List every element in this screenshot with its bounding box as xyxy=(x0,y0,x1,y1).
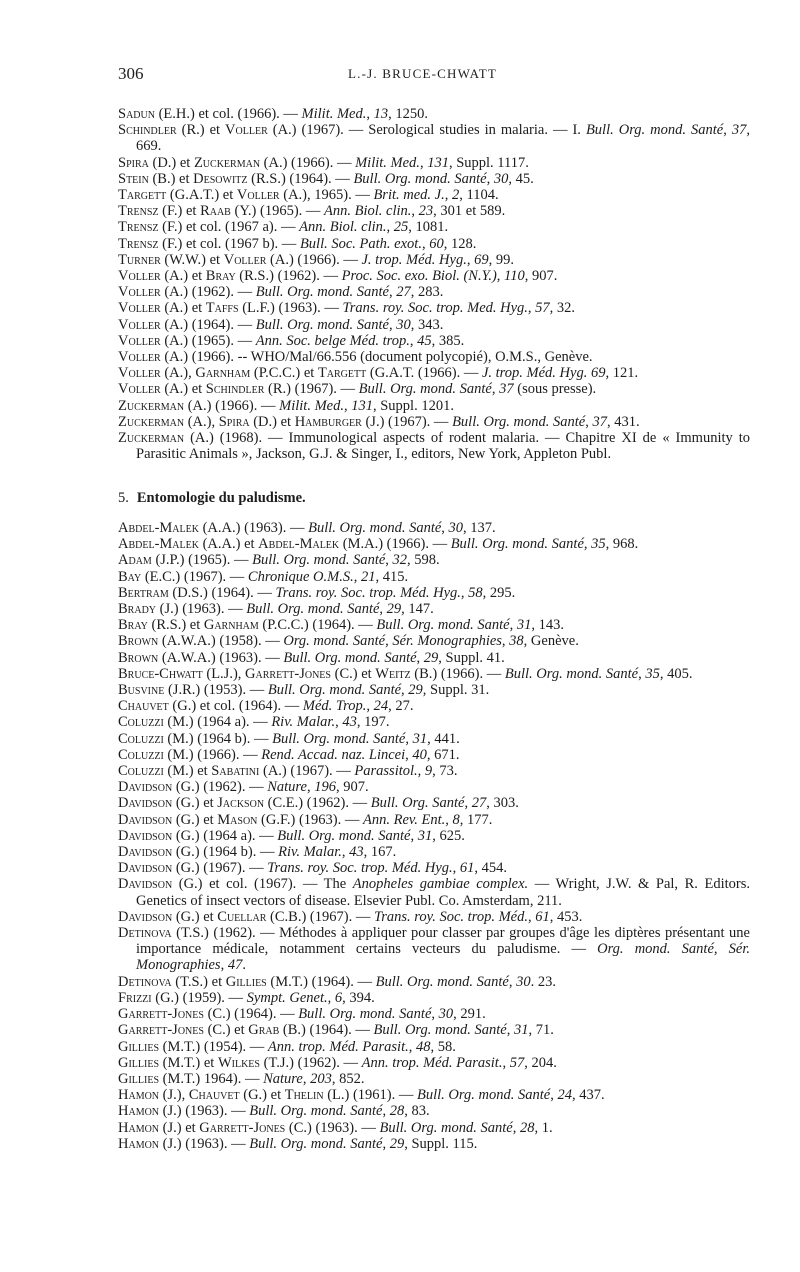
reference-entry: Hamon (J.), Chauvet (G.) et Thelin (L.) (1961). — Bull. Org. mond. Santé, 24, 437. xyxy=(118,1087,605,1104)
reference-entry: Targett (G.A.T.) et Voller (A.), 1965). — Brit. med. J., 2, 1104. xyxy=(118,187,499,204)
reference-entry: Adam (J.P.) (1965). — Bull. Org. mond. Santé, 32, 598. xyxy=(118,552,440,569)
reference-entry: Coluzzi (M.) (1966). — Rend. Accad. naz. Lincei, 40, 671. xyxy=(118,746,460,763)
reference-entry: Voller (A.) (1962). — Bull. Org. mond. Santé, 27, 283. xyxy=(118,284,444,301)
reference-entry: Voller (A.), Garnham (P.C.C.) et Targett (G.A.T. (1966). — J. trop. Méd. Hyg. 69, 121. xyxy=(118,365,639,382)
section-number: 5. xyxy=(118,490,129,506)
reference-entry: Voller (A.) (1966). -- WHO/Mal/66.556 (document polycopié), O.M.S., Genève. xyxy=(118,349,593,366)
reference-entry: Hamon (J.) et Garrett-Jones (C.) (1963). — Bull. Org. mond. Santé, 28, 1. xyxy=(118,1119,553,1136)
reference-entry: Trensz (F.) et col. (1967 b). — Bull. Soc. Path. exot., 60, 128. xyxy=(118,235,477,252)
running-head: L.-J. BRUCE-CHWATT xyxy=(348,66,498,81)
reference-entry: Brown (A.W.A.) (1958). — Org. mond. Santé, Sér. Monographies, 38, Genève. xyxy=(118,633,579,650)
reference-entry: Trensz (F.) et Raab (Y.) (1965). — Ann. Biol. clin., 23, 301 et 589. xyxy=(118,203,506,220)
reference-entry: Hamon (J.) (1963). — Bull. Org. mond. Santé, 29, Suppl. 115. xyxy=(118,1135,478,1152)
reference-entry: Bertram (D.S.) (1964). — Trans. roy. Soc. trop. Méd. Hyg., 58, 295. xyxy=(118,584,516,601)
page-header xyxy=(118,64,750,88)
reference-entry: Turner (W.W.) et Voller (A.) (1966). — J. trop. Méd. Hyg., 69, 99. xyxy=(118,251,514,268)
reference-entry: Detinova (T.S.) et Gillies (M.T.) (1964). — Bull. Org. mond. Santé, 30. 23. xyxy=(118,973,556,990)
reference-entry: Davidson (G.) (1962). — Nature, 196, 907. xyxy=(118,779,369,796)
reference-entry: Coluzzi (M.) et Sabatini (A.) (1967). — Parassitol., 9, 73. xyxy=(118,763,458,780)
reference-entry: Davidson (G.) (1967). — Trans. roy. Soc. trop. Méd. Hyg., 61, 454. xyxy=(118,860,508,877)
reference-list-continued xyxy=(118,106,750,462)
reference-entry: Spira (D.) et Zuckerman (A.) (1966). — Milit. Med., 131, Suppl. 1117. xyxy=(118,154,529,171)
reference-entry: Schindler (R.) et Voller (A.) (1967). — Serological studies in malaria. — I. Bull. Org. mond. Santé, 37, 669. xyxy=(118,122,750,155)
reference-entry: Chauvet (G.) et col. (1964). — Méd. Trop., 24, 27. xyxy=(118,698,414,715)
reference-entry: Voller (A.) (1965). — Ann. Soc. belge Méd. trop., 45, 385. xyxy=(118,332,465,349)
reference-entry: Davidson (G.) et Mason (G.F.) (1963). — Ann. Rev. Ent., 8, 177. xyxy=(118,811,493,828)
reference-entry: Voller (A.) et Taffs (L.F.) (1963). — Trans. roy. Soc. trop. Med. Hyg., 57, 32. xyxy=(118,300,576,317)
reference-list-entomology xyxy=(118,520,750,1152)
reference-entry: Gillies (M.T.) (1954). — Ann. trop. Méd. Parasit., 48, 58. xyxy=(118,1038,456,1055)
reference-entry: Davidson (G.) et col. (1967). — The Anopheles gambiae complex. — Wright, J.W. & Pal, R. Editors. Genetics of insect vectors of disease. Elsevier Publ. Co. Amsterdam, 211. xyxy=(118,876,750,909)
reference-entry: Coluzzi (M.) (1964 b). — Bull. Org. mond. Santé, 31, 441. xyxy=(118,730,460,747)
reference-entry: Stein (B.) et Desowitz (R.S.) (1964). — Bull. Org. mond. Santé, 30, 45. xyxy=(118,170,534,187)
reference-entry: Zuckerman (A.), Spira (D.) et Hamburger (J.) (1967). — Bull. Org. mond. Santé, 37, 431. xyxy=(118,413,640,430)
reference-entry: Detinova (T.S.) (1962). — Méthodes à appliquer pour classer par groupes d'âge les diptères présentant une importance médicale, notamment certains vecteurs du paludisme. — Org. mond. Santé, Sér. Monographies, 47. xyxy=(118,925,750,974)
reference-entry: Zuckerman (A.) (1968). — Immunological aspects of rodent malaria. — Chapitre XI de « Immunity to Parasitic Animals », Jackson, G.J. & Singer, I., editors, New York, Appleton Publ. xyxy=(118,430,750,463)
reference-entry: Abdel-Malek (A.A.) (1963). — Bull. Org. mond. Santé, 30, 137. xyxy=(118,520,496,536)
reference-entry: Brown (A.W.A.) (1963). — Bull. Org. mond. Santé, 29, Suppl. 41. xyxy=(118,649,505,666)
reference-entry: Voller (A.) et Schindler (R.) (1967). — Bull. Org. mond. Santé, 37 (sous presse). xyxy=(118,381,597,398)
reference-entry: Voller (A.) (1964). — Bull. Org. mond. Santé, 30, 343. xyxy=(118,316,444,333)
reference-entry: Bay (E.C.) (1967). — Chronique O.M.S., 21, 415. xyxy=(118,568,409,585)
reference-entry: Davidson (G.) et Cuellar (C.B.) (1967). — Trans. roy. Soc. trop. Méd., 61, 453. xyxy=(118,908,583,925)
reference-entry: Gillies (M.T.) et Wilkes (T.J.) (1962). — Ann. trop. Méd. Parasit., 57, 204. xyxy=(118,1054,557,1071)
reference-entry: Busvine (J.R.) (1953). — Bull. Org. mond. Santé, 29, Suppl. 31. xyxy=(118,682,490,699)
section-title: Entomologie du paludisme. xyxy=(136,490,306,506)
reference-entry: Bruce-Chwatt (L.J.), Garrett-Jones (C.) et Weitz (B.) (1966). — Bull. Org. mond. Santé, 35, 405. xyxy=(118,665,693,682)
reference-entry: Hamon (J.) (1963). — Bull. Org. mond. Santé, 28, 83. xyxy=(118,1103,430,1120)
reference-entry: Davidson (G.) (1964 a). — Bull. Org. mond. Santé, 31, 625. xyxy=(118,827,465,844)
page-number: 306 xyxy=(118,64,144,83)
reference-entry: Coluzzi (M.) (1964 a). — Riv. Malar., 43, 197. xyxy=(118,714,390,731)
reference-entry: Sadun (E.H.) et col. (1966). — Milit. Med., 13, 1250. xyxy=(118,106,428,122)
reference-entry: Gillies (M.T.) 1964). — Nature, 203, 852. xyxy=(118,1070,365,1087)
reference-entry: Abdel-Malek (A.A.) et Abdel-Malek (M.A.) (1966). — Bull. Org. mond. Santé, 35, 968. xyxy=(118,536,639,553)
reference-entry: Frizzi (G.) (1959). — Sympt. Genet., 6, 394. xyxy=(118,989,375,1006)
reference-entry: Garrett-Jones (C.) et Grab (B.) (1964). — Bull. Org. mond. Santé, 31, 71. xyxy=(118,1022,554,1039)
reference-entry: Voller (A.) et Bray (R.S.) (1962). — Proc. Soc. exo. Biol. (N.Y.), 110, 907. xyxy=(118,268,558,285)
reference-entry: Davidson (G.) (1964 b). — Riv. Malar., 43, 167. xyxy=(118,844,397,861)
reference-entry: Brady (J.) (1963). — Bull. Org. mond. Santé, 29, 147. xyxy=(118,601,434,618)
reference-entry: Garrett-Jones (C.) (1964). — Bull. Org. mond. Santé, 30, 291. xyxy=(118,1006,486,1023)
reference-entry: Zuckerman (A.) (1966). — Milit. Med., 131, Suppl. 1201. xyxy=(118,397,454,414)
section-heading xyxy=(118,490,750,507)
reference-entry: Davidson (G.) et Jackson (C.E.) (1962). — Bull. Org. Santé, 27, 303. xyxy=(118,795,519,812)
reference-entry: Bray (R.S.) et Garnham (P.C.C.) (1964). — Bull. Org. mond. Santé, 31, 143. xyxy=(118,617,564,634)
reference-entry: Trensz (F.) et col. (1967 a). — Ann. Biol. clin., 25, 1081. xyxy=(118,219,449,236)
